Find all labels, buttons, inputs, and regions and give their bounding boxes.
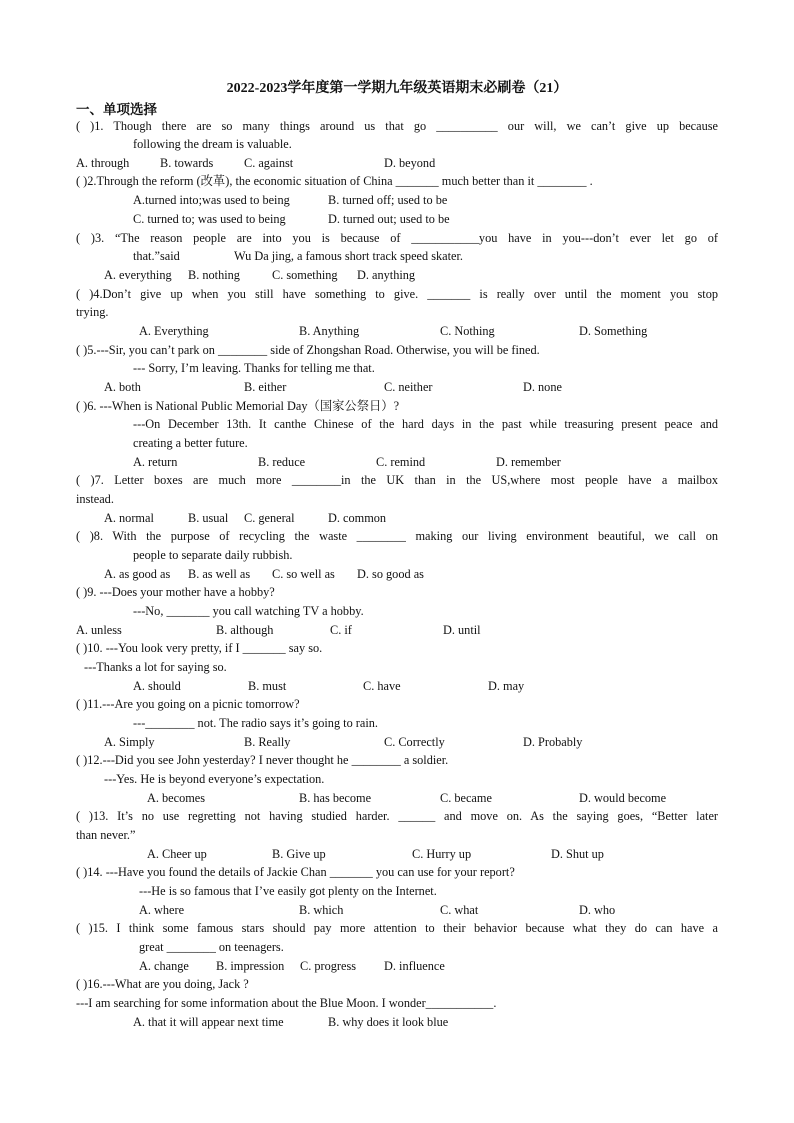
question-9-stem: ( )9. ---Does your mother have a hobby? (76, 585, 275, 599)
question-3-stem: ( )3. “The reason people are into you is because of ___________you have in you---don’t ever let go of (76, 231, 718, 245)
q4-option-d[interactable]: D. Something (579, 324, 648, 338)
question-15-stem-cont: great ________ on teenagers. (139, 940, 284, 954)
q12-option-b[interactable]: B. has become (299, 791, 372, 805)
q1-option-a[interactable]: A. through (76, 156, 130, 170)
q11-option-b[interactable]: B. Really (244, 735, 291, 749)
q4-option-b[interactable]: B. Anything (299, 324, 360, 338)
q16-option-a[interactable]: A. that it will appear next time (133, 1015, 284, 1029)
q3-option-a[interactable]: A. everything (104, 268, 172, 282)
question-2-stem: ( )2.Through the reform (改革), the economic situation of China _______ much better than it ________ . (76, 174, 593, 188)
q15-option-b[interactable]: B. impression (216, 959, 285, 973)
question-13-stem-cont: than never.” (76, 828, 136, 842)
question-1-stem-cont: following the dream is valuable. (133, 137, 292, 151)
q10-option-a[interactable]: A. should (133, 679, 181, 693)
q8-option-b[interactable]: B. as well as (188, 567, 251, 581)
question-8-stem-cont: people to separate daily rubbish. (133, 548, 293, 562)
q7-option-c[interactable]: C. general (244, 511, 295, 525)
q3-option-c[interactable]: C. something (272, 268, 338, 282)
q2-option-c[interactable]: C. turned to; was used to being (133, 212, 286, 226)
question-15-stem: ( )15. I think some famous stars should pay more attention to their behavior because what they do can have a (76, 921, 718, 935)
q14-option-c[interactable]: C. what (440, 903, 479, 917)
q9-option-c[interactable]: C. if (330, 623, 352, 637)
q9-option-d[interactable]: D. until (443, 623, 481, 637)
q10-option-c[interactable]: C. have (363, 679, 401, 693)
q1-option-b[interactable]: B. towards (160, 156, 214, 170)
question-4-stem-cont: trying. (76, 305, 109, 319)
q14-option-d[interactable]: D. who (579, 903, 616, 917)
q15-option-a[interactable]: A. change (139, 959, 189, 973)
q14-option-b[interactable]: B. which (299, 903, 344, 917)
q12-option-d[interactable]: D. would become (579, 791, 667, 805)
question-14-stem-cont: ---He is so famous that I’ve easily got plenty on the Internet. (139, 884, 437, 898)
q6-option-a[interactable]: A. return (133, 455, 178, 469)
question-1-stem: ( )1. Though there are so many things around us that go __________ our will, we can’t give up because (76, 119, 718, 133)
question-12-stem-cont: ---Yes. He is beyond everyone’s expectation. (104, 772, 325, 786)
question-3-stem-cont: that.”said (133, 249, 180, 263)
page-title: 2022-2023学年度第一学期九年级英语期末必刷卷（21） (226, 81, 568, 96)
q2-option-b[interactable]: B. turned off; used to be (328, 193, 448, 207)
q9-option-a[interactable]: A. unless (76, 623, 122, 637)
section-heading: 一、单项选择 (76, 102, 157, 117)
q2-option-d[interactable]: D. turned out; used to be (328, 212, 450, 226)
q6-option-d[interactable]: D. remember (496, 455, 561, 469)
question-12-stem: ( )12.---Did you see John yesterday? I never thought he ________ a soldier. (76, 753, 449, 767)
q11-option-a[interactable]: A. Simply (104, 735, 155, 749)
q6-option-b[interactable]: B. reduce (258, 455, 306, 469)
question-11-stem: ( )11.---Are you going on a picnic tomorrow? (76, 697, 300, 711)
q1-option-c[interactable]: C. against (244, 156, 294, 170)
q12-option-c[interactable]: C. became (440, 791, 492, 805)
q9-option-b[interactable]: B. although (216, 623, 274, 637)
q5-option-b[interactable]: B. either (244, 380, 287, 394)
q4-option-c[interactable]: C. Nothing (440, 324, 495, 338)
q3-option-b[interactable]: B. nothing (188, 268, 240, 282)
q13-option-b[interactable]: B. Give up (272, 847, 326, 861)
question-16-stem-cont: ---I am searching for some information about the Blue Moon. I wonder___________. (76, 996, 497, 1010)
q5-option-a[interactable]: A. both (104, 380, 141, 394)
question-10-stem: ( )10. ---You look very pretty, if I _______ say so. (76, 641, 323, 655)
q4-option-a[interactable]: A. Everything (139, 324, 209, 338)
question-6-stem: ( )6. ---When is National Public Memorial Day（国家公祭日）? (76, 399, 400, 413)
question-10-stem-cont: ---Thanks a lot for saying so. (84, 660, 227, 674)
question-4-stem: ( )4.Don’t give up when you still have something to give. _______ is really over until the moment you stop (76, 287, 718, 301)
q7-option-b[interactable]: B. usual (188, 511, 229, 525)
q7-option-d[interactable]: D. common (328, 511, 387, 525)
question-13-stem: ( )13. It’s no use regretting not having studied harder. ______ and move on. As the saying goes, “Better later (76, 809, 718, 823)
question-6-stem-cont: ---On December 13th. It canthe Chinese of the hard days in the past while treasuring present peace and (133, 417, 718, 431)
question-6-stem-cont2: creating a better future. (133, 436, 248, 450)
q8-option-a[interactable]: A. as good as (104, 567, 171, 581)
question-5-stem-cont: --- Sorry, I’m leaving. Thanks for telling me that. (133, 361, 375, 375)
q1-option-d[interactable]: D. beyond (384, 156, 436, 170)
question-16-stem: ( )16.---What are you doing, Jack ? (76, 977, 249, 991)
q10-option-d[interactable]: D. may (488, 679, 525, 693)
q7-option-a[interactable]: A. normal (104, 511, 154, 525)
q13-option-d[interactable]: D. Shut up (551, 847, 604, 861)
q11-option-c[interactable]: C. Correctly (384, 735, 445, 749)
q12-option-a[interactable]: A. becomes (147, 791, 206, 805)
question-7-stem: ( )7. Letter boxes are much more ________in the UK than in the US,where most people have a mailbox (76, 473, 718, 487)
q6-option-c[interactable]: C. remind (376, 455, 426, 469)
q5-option-c[interactable]: C. neither (384, 380, 433, 394)
q13-option-a[interactable]: A. Cheer up (147, 847, 207, 861)
q8-option-c[interactable]: C. so well as (272, 567, 335, 581)
q3-option-d[interactable]: D. anything (357, 268, 416, 282)
q15-option-d[interactable]: D. influence (384, 959, 445, 973)
question-11-stem-cont: ---________ not. The radio says it’s going to rain. (133, 716, 378, 730)
q8-option-d[interactable]: D. so good as (357, 567, 424, 581)
q11-option-d[interactable]: D. Probably (523, 735, 583, 749)
q15-option-c[interactable]: C. progress (300, 959, 357, 973)
q14-option-a[interactable]: A. where (139, 903, 185, 917)
q16-option-b[interactable]: B. why does it look blue (328, 1015, 449, 1029)
q5-option-d[interactable]: D. none (523, 380, 562, 394)
q10-option-b[interactable]: B. must (248, 679, 287, 693)
question-8-stem: ( )8. With the purpose of recycling the waste ________ making our living environment beautiful, we call on (76, 529, 718, 543)
question-3-stem-cont2: Wu Da jing, a famous short track speed skater. (234, 249, 463, 263)
question-5-stem: ( )5.---Sir, you can’t park on ________ side of Zhongshan Road. Otherwise, you will be fined. (76, 343, 540, 357)
question-9-stem-cont: ---No, _______ you call watching TV a hobby. (133, 604, 364, 618)
q2-option-a[interactable]: A.turned into;was used to being (133, 193, 290, 207)
q13-option-c[interactable]: C. Hurry up (412, 847, 472, 861)
question-14-stem: ( )14. ---Have you found the details of Jackie Chan _______ you can use for your report? (76, 865, 515, 879)
question-7-stem-cont: instead. (76, 492, 114, 506)
